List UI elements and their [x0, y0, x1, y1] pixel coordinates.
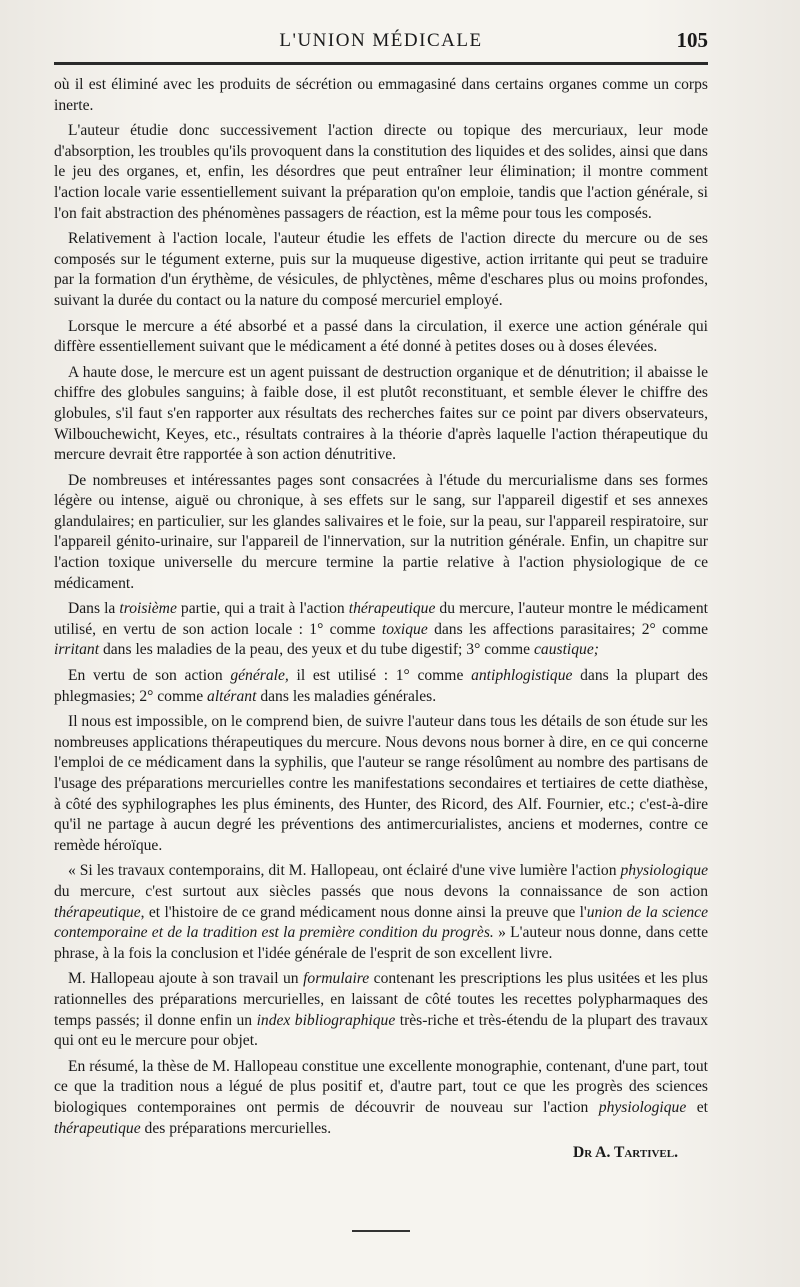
section-end-rule	[352, 1230, 410, 1232]
paragraph-action-locale: Relativement à l'action locale, l'auteur étudie les effets de l'action directe du mercure ou de ses composés sur le tégument externe, puis sur la muqueuse digestive, action irritante qui peut se traduire par la formation d'un érythème, de vésicules, de phlyctènes, même d'eschares plus ou moins profondes, suivant la durée du contact ou la nature du composé mercuriel employé.	[54, 230, 708, 309]
paragraph-syphilis: Il nous est impossible, on le comprend bien, de suivre l'auteur dans tous les détails de son étude sur les nombreuses applications thérapeutiques du mercure. Nous devons nous borner à dire, en ce qui concerne l'emploi de ce médicament dans la syphilis, que l'auteur se range résolûment au nombre des partisans de l'usage des préparations mercurielles contre les manifestations secondaires et tertiaires de cette diathèse, à côté des syphilographes les plus éminents, des Hunter, des Ricord, des Alf. Fournier, etc.; c'est-à-dire qu'il ne partage à aucun degré les préventions des antimercurialistes, anciens et modernes, contre ce remède héroïque.	[54, 713, 708, 854]
italic-run: toxique	[381, 620, 428, 638]
text-run: partie, qui a trait à l'action	[176, 600, 349, 618]
text-run: dans les maladies de la peau, des yeux et du tube digestif; 3° comme	[99, 641, 535, 659]
text-run: Dans la	[68, 600, 120, 618]
italic-run: physiologique	[620, 862, 708, 880]
text-run: dans les maladies générales.	[256, 687, 437, 705]
text-run: , et l'histoire de ce grand médicament nous donne ainsi la preuve que l'	[140, 903, 587, 921]
article-body	[54, 75, 708, 1139]
paragraph-resume	[54, 1057, 708, 1139]
text-run: En résumé, la thèse de M. Hallopeau constitue une excellente monographie, contenant, d'une part, tout ce que la tradition nous a légué de plus positif et, d'autre part, tout ce que les progrès des sciences biologiques contemporaines ont permis de découvrir de nouveau sur l'action	[54, 1057, 708, 1116]
text-run: il est utilisé : 1° comme	[288, 667, 472, 685]
paragraph-mercurialisme: De nombreuses et intéressantes pages sont consacrées à l'étude du mercurialisme dans ses formes légère ou intense, aiguë ou chronique, à ses effets sur le sang, sur l'appareil digestif et ses annexes glandulaires; en particulier, sur les glandes salivaires et le foie, sur la peau, sur l'appareil respiratoire, sur l'appareil génito-urinaire, sur l'appareil de l'innervation, sur la nutrition générale. Enfin, un chapitre sur l'action toxique universelle du mercure termine la partie relative à l'action physiologique de ce médicament.	[54, 471, 708, 592]
paragraph-action-generale	[54, 666, 708, 707]
text-run: « Si les travaux contemporains, dit M. Hallopeau, ont éclairé d'une vive lumière l'action	[68, 862, 621, 880]
italic-run: thérapeutique	[54, 903, 141, 921]
paragraph-absorption: Lorsque le mercure a été absorbé et a passé dans la circulation, il exerce une action générale qui diffère essentiellement suivant que le médicament a été donné à petites doses ou à doses élevées.	[54, 317, 708, 356]
italic-run: thérapeutique	[348, 600, 436, 618]
text-run: très-riche et très-étendu de la plupart des travaux qui ont eu le mercure pour objet.	[54, 1011, 708, 1050]
author-signature: Dr A. Tartivel.	[572, 1144, 678, 1162]
italic-run: index bibliographique	[256, 1011, 396, 1029]
italic-run: caustique;	[534, 641, 599, 659]
text-run: et	[686, 1098, 708, 1116]
text-run: des préparations mercurielles.	[140, 1119, 332, 1137]
paragraph-formulaire	[54, 969, 708, 1051]
text-run: dans la plupart des phlegmasies; 2° comme	[54, 667, 709, 705]
italic-run: irritant	[54, 641, 100, 659]
text-run: du mercure, l'auteur montre le médicament utilisé, en vertu de son action locale : 1° comme	[54, 600, 708, 638]
text-run: M. Hallopeau ajoute à son travail un	[68, 970, 304, 988]
italic-run: physiologique	[598, 1098, 687, 1116]
italic-run: altérant	[207, 687, 257, 705]
paragraph-action-overview: L'auteur étudie donc successivement l'action directe ou topique des mercuriaux, leur mode d'absorption, les troubles qu'ils provoquent dans la constitution des liquides et des solides, ainsi que dans le jeu des organes, et, enfin, les désordres que peut entraîner leur élimination; il montre comment l'action locale varie essentiellement suivant la préparation qu'on emploie, tandis que l'action générale, si l'on fait abstraction des phénomènes passagers de réaction, est la même pour tous les composés.	[54, 122, 708, 222]
italic-run: antiphlogistique	[471, 667, 573, 685]
italic-run: formulaire	[303, 970, 370, 988]
text-run: dans les affections parasitaires; 2° comme	[427, 620, 708, 638]
text-run: contenant les prescriptions les plus usitées et les plus rationnelles des préparations mercurielles, en laissant de côté toutes les recettes polypharmaques des temps passés; il donne enfin un	[54, 970, 709, 1029]
page-number: 105	[676, 28, 708, 52]
italic-run: thérapeutique	[54, 1119, 141, 1137]
italic-run: troisième	[119, 600, 177, 618]
paragraph-continuation: où il est éliminé avec les produits de sécrétion ou emmagasiné dans certains organes comme un corps inerte.	[54, 76, 708, 114]
running-title: L'UNION MÉDICALE	[279, 30, 483, 51]
text-run: En vertu de son action	[68, 667, 231, 685]
paragraph-haute-dose: A haute dose, le mercure est un agent puissant de destruction organique et de dénutrition; il abaisse le chiffre des globules sanguins; à faible dose, il est plutôt reconstituant, et semble élever le chiffre des globules, s'il faut s'en rapporter aux résultats des recherches faites sur ce point par divers observateurs, Wilbouchewicht, Keyes, etc., résultats contraires à la théorie d'après laquelle l'action thérapeutique du mercure devrait être rapportée à son action dénutritive.	[54, 363, 708, 464]
italic-run: générale,	[230, 667, 289, 685]
paragraph-quotation	[54, 861, 708, 964]
italic-run: union de la science contemporaine et de la tradition est la première condition du progrès.	[54, 903, 709, 942]
page-header	[54, 26, 708, 65]
text-run: » L'auteur nous donne, dans cette phrase, à la fois la conclusion et l'idée générale de l'esprit de son excellent livre.	[54, 924, 708, 962]
text-run: du mercure, c'est surtout aux siècles passés que nous devons la connaissance de son action	[54, 882, 708, 900]
paragraph-troisieme-partie	[54, 599, 708, 661]
